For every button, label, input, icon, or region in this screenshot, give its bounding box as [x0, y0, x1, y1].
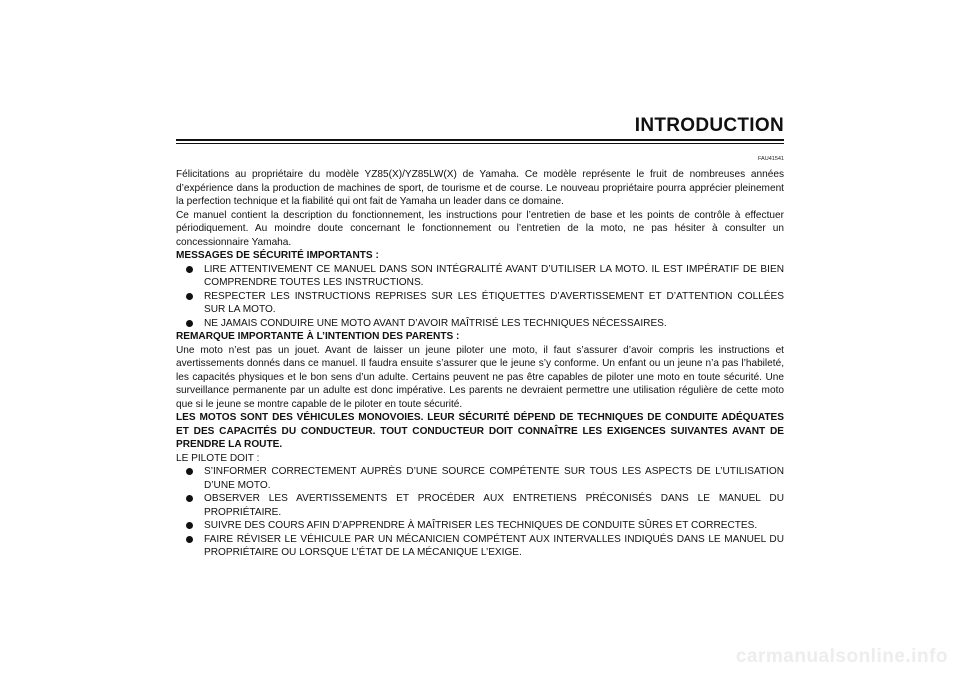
list-item: NE JAMAIS CONDUIRE UNE MOTO AVANT D’AVOIR MAÎTRISÉ LES TECHNIQUES NÉCESSAIRES.	[176, 317, 784, 331]
title-rule-thin	[176, 143, 784, 144]
list-item: RESPECTER LES INSTRUCTIONS REPRISES SUR LES ÉTIQUETTES D’AVERTISSEMENT ET D’ATTENTION COLLÉES SUR LA MOTO.	[176, 290, 784, 317]
title-rule-thick	[176, 139, 784, 141]
parents-paragraph: Une moto n’est pas un jouet. Avant de laisser un jeune piloter une moto, il faut s’assurer d’avoir compris les instructions et avertissements donnés dans ce manuel. Il faudra ensuite s’assurer que le jeune s’y conforme. Un enfant ou un jeune n’a pas l’habileté, les capacités physiques et le bon sens d’un adulte. Certains peuvent ne pas être capables de piloter une moto en toute sécurité. Une surveillance permanente par un adulte est donc impérative. Les parents ne devraient permettre une utilisation régulière de cette moto que si le jeune se montre capable de le piloter en toute sécurité.	[176, 344, 784, 410]
rider-warning: LES MOTOS SONT DES VÉHICULES MONOVOIES. LEUR SÉCURITÉ DÉPEND DE TECHNIQUES DE CONDUITE ADÉQUATES ET DES CAPACITÉS DU CONDUCTEUR. TOUT CONDUCTEUR DOIT CONNAÎTRE LES EXIGENCES SUIVANTES AVANT DE PRENDRE LA ROUTE.	[176, 412, 784, 450]
reference-code: FAU41541	[758, 156, 784, 162]
list-item: FAIRE RÉVISER LE VÉHICULE PAR UN MÉCANICIEN COMPÉTENT AUX INTERVALLES INDIQUÉS DANS LE MANUEL DU PROPRIÉTAIRE OU LORSQUE L’ÉTAT DE LA MÉCANIQUE L’EXIGE.	[176, 533, 784, 560]
list-item: OBSERVER LES AVERTISSEMENTS ET PROCÉDER AUX ENTRETIENS PRÉCONISÉS DANS LE MANUEL DU PROPRIÉTAIRE.	[176, 492, 784, 519]
page-title: INTRODUCTION	[634, 115, 784, 136]
safety-list	[176, 263, 784, 331]
list-item: LIRE ATTENTIVEMENT CE MANUEL DANS SON INTÉGRALITÉ AVANT D’UTILISER LA MOTO. IL EST IMPÉRATIF DE BIEN COMPRENDRE TOUTES LES INSTRUCTIONS.	[176, 263, 784, 290]
intro-paragraph-2: Ce manuel contient la description du fonctionnement, les instructions pour l’entretien de base et les points de contrôle à effectuer périodiquement. Au moindre doute concernant le fonctionnement ou l’entretien de la moto, ne pas hésiter à consulter un concessionnaire Yamaha.	[176, 209, 784, 248]
list-item: S’INFORMER CORRECTEMENT AUPRÈS D’UNE SOURCE COMPÉTENTE SUR TOUS LES ASPECTS DE L’UTILISATION D’UNE MOTO.	[176, 465, 784, 492]
watermark: carmanualsonline.info	[735, 646, 948, 667]
safety-heading: MESSAGES DE SÉCURITÉ IMPORTANTS :	[176, 250, 379, 261]
rider-list	[176, 465, 784, 560]
parents-heading: REMARQUE IMPORTANTE À L’INTENTION DES PARENTS :	[176, 331, 460, 342]
document-body	[176, 168, 784, 560]
intro-paragraph-1: Félicitations au propriétaire du modèle YZ85(X)/YZ85LW(X) de Yamaha. Ce modèle représente le fruit de nombreuses années d’expérience dans la production de machines de sport, de tourisme et de course. Le nouveau propriétaire pourra apprécier pleinement la perfection technique et la fiabilité qui ont fait de Yamaha un leader dans ce domaine.	[176, 169, 784, 207]
rider-label: LE PILOTE DOIT :	[176, 452, 260, 464]
list-item: SUIVRE DES COURS AFIN D’APPRENDRE À MAÎTRISER LES TECHNIQUES DE CONDUITE SÛRES ET CORRECTES.	[176, 519, 784, 533]
